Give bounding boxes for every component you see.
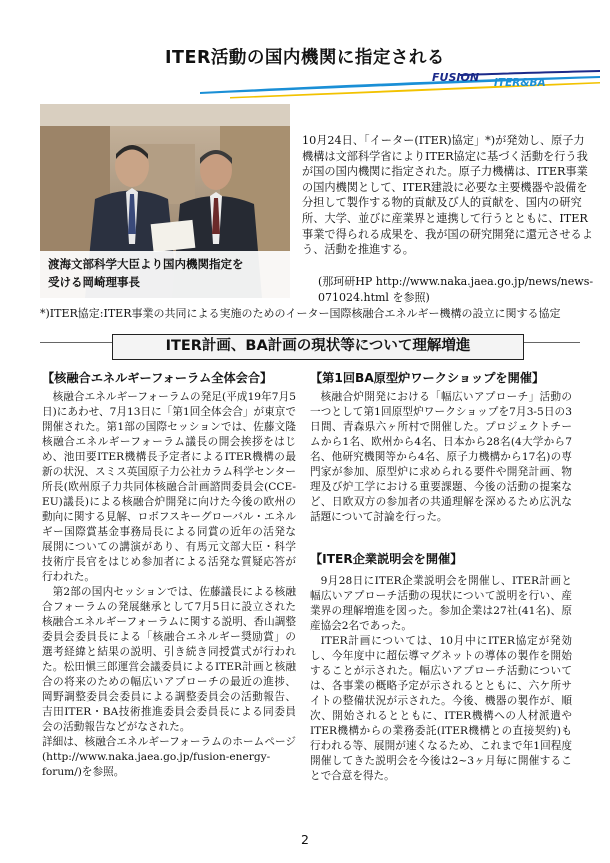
ceremony-photo: [40, 104, 290, 298]
right-column-top: [310, 390, 572, 525]
page-number: 2: [301, 832, 309, 847]
workshop-paragraph: 核融合炉開発における「幅広いアプローチ」活動の一つとして第1回原型炉ワークショップを7月3-5日の3日間、青森県六ヶ所村で開催した。プロジェクトチームから1名、欧州から4名、日本から28名(4大学から7名、他研究機関等から4名、原子力機構から17名)の専門家が参加、原型炉に求められる要件や開発計画、物理及び炉工学における重要課題、今後の活動の提案など、日欧双方の参加者の共通理解を深めるため広汎な話題について討論を行った。: [310, 391, 572, 523]
photo-caption-line1: 渡海文部科学大臣より国内機関指定を: [48, 257, 244, 271]
photo-caption-line2: 受ける岡崎理事長: [48, 275, 140, 289]
workshop-heading: 【第1回BA原型炉ワークショップを開催】: [310, 371, 545, 385]
page-title: ITER活動の国内機関に指定される: [165, 48, 445, 68]
intro-reference-link: (那珂研HP http://www.naka.jaea.go.jp/news/news-071024.html を参照): [318, 275, 594, 304]
forum-paragraph-2: 第2部の国内セッションでは、佐藤議長による核融合フォーラムの発展継承として7月5日に設立された核融合エネルギーフォーラムに関する説明、香山調整委員会委員長による「核融合エネルギー奨励賞」の選考経緯と結果の説明、引き続き同授賞式が行われた。松田愼三郎運営会議委員によるITER計画と核融合の将来のための幅広いアプローチの最近の進捗、岡野調整委員会委員による調整委員会の活動報告、吉田ITER・BA技術推進委員会委員長による同委員会の活動報告などがなされた。: [42, 586, 296, 733]
briefing-paragraph-1: 9月28日にITER企業説明会を開催し、ITER計画と幅広いアプローチ活動の現状について説明を行い、産業界の理解増進を図った。参加企業は27社(41名)、原産協会2名であった。: [310, 575, 572, 632]
forum-heading: 【核融合エネルギーフォーラム全体会合】: [42, 371, 273, 385]
footnote: *)ITER協定:ITER事業の共同による実施のためのイーター国際核融合エネルギー機構の設立に関する協定: [40, 307, 561, 320]
left-column: [42, 390, 296, 780]
section-banner: ITER計画、BA計画の現状等について理解増進: [112, 334, 524, 360]
iter-ba-label: ITER&BA: [494, 77, 546, 89]
photo-caption: [40, 251, 290, 298]
forum-paragraph-3: 詳細は、核融合エネルギーフォーラムのホームページ(http://www.naka.jaea.go.jp/fusion-energy-forum/)を参照。: [42, 736, 296, 778]
intro-paragraph: 10月24日、「イーター(ITER)協定」*)が発効し、原子力機構は文部科学省によりITER協定に基づく活動を行う我が国の国内機関に指定された。原子力機構は、ITER事業の国内機関として、ITER建設に必要な主要機器や設備を分担して製作する物的貢献及び人的貢献を、国内の研究所、大学、並びに産業界と連携して行うとともに、ITER事業で得られる成果を、我が国の研究開発に還元させるよう、活動を推進する。: [302, 134, 593, 257]
right-column-bottom: [310, 574, 572, 784]
briefing-paragraph-2: ITER計画については、10月中にITER協定が発効し、今年度中に超伝導マグネットの導体の製作を開始することが示された。幅広いアプローチ活動については、各事業の概略予定が示されるとともに、六ケ所サイトの整備状況が示された。今後、機器の製作が、順次、開始されるとともに、ITER機構への人材派遣やITER機構からの業務委託(ITER機構との直接契約)も行われる等、展開が速くなるため、これまで年1回程度開催してきた説明会を今後は2~3ヶ月毎に開催することで合意を得た。: [310, 635, 572, 782]
iter-briefing-heading: 【ITER企業説明会を開催】: [310, 552, 463, 566]
fusion-label: FUSION: [432, 71, 480, 84]
forum-paragraph-1: 核融合エネルギーフォーラムの発足(平成19年7月5日)にあわせ、7月13日に「第1回全体会合」が東京で開催された。第1部の国際セッションでは、佐藤文隆核融合エネルギーフォーラム議長の開会挨拶をはじめ、池田要ITER機構長予定者によるITER機構の最新の状況、スミス英国原子力公社カラム科学センター所長(欧州原子力共同体核融合計画諮問委員会(CCE-EU)議長)による核融合炉開発に向けた今後の欧州の動向に関する見解、ロボフスキーグローバル・エネルギー国際賞基金事務局長による同賞の近年の活発な展開についての講演があり、有馬元文部大臣・科学技術庁長官をはじめ参加者による活発な質疑応答が行われた。: [42, 391, 296, 583]
